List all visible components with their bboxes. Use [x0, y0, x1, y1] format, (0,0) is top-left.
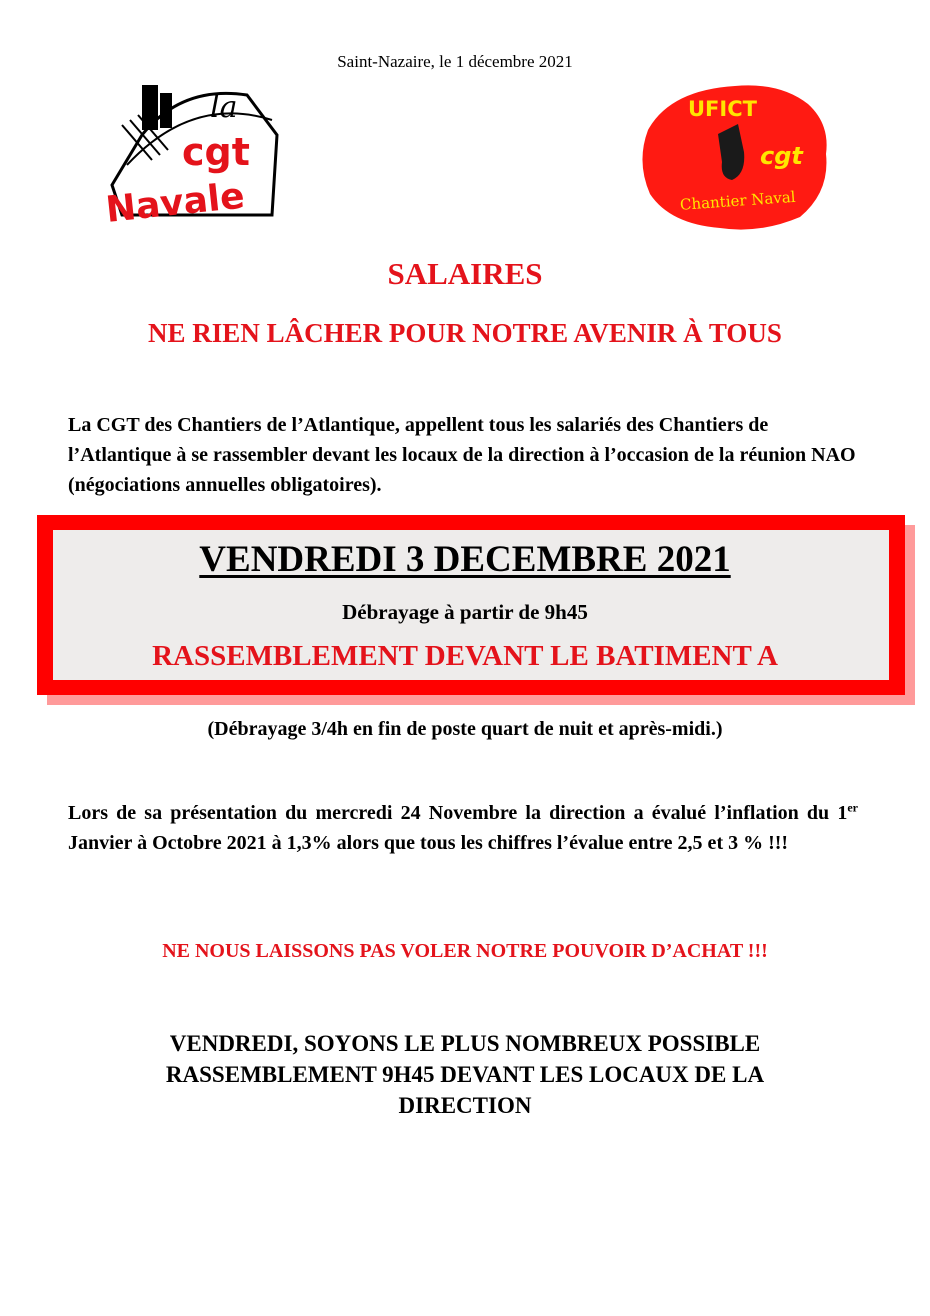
closing-line-3: DIRECTION: [398, 1093, 532, 1118]
closing-call: [60, 1028, 870, 1121]
cgt-navale-logo: [102, 65, 287, 235]
strike-note: (Débrayage 3/4h en fin de poste quart de nuit et après-midi.): [207, 718, 723, 740]
logo-ufict-line1: UFICT: [688, 97, 757, 121]
ufict-cgt-logo: [640, 82, 830, 232]
logo-cgt-line3: Navale: [103, 175, 247, 231]
event-date: VENDREDI 3 DECEMBRE 2021: [199, 539, 731, 580]
logo-ufict-line2: cgt: [760, 142, 803, 170]
event-place: RASSEMBLEMENT DEVANT LE BATIMENT A: [152, 640, 778, 672]
event-time: Débrayage à partir de 9h45: [342, 600, 588, 624]
logo-ufict-line3: Chantier Naval: [679, 187, 797, 214]
intro-paragraph: La CGT des Chantiers de l’Atlantique, appellent tous les salariés des Chantiers de l’Atlantique à se rassembler devant les locaux de la direction à l’occasion de la réunion NAO (négociations annuelles obligatoires).: [68, 414, 856, 496]
closing-line-2: RASSEMBLEMENT 9H45 DEVANT LES LOCAUX DE LA: [165, 1062, 765, 1087]
inflation-text-part1: Lors de sa présentation du mercredi 24 Novembre la direction a évalué l’inflation du 1: [68, 802, 848, 824]
superscript: er: [847, 800, 858, 815]
logo-cgt-line2: cgt: [182, 130, 250, 174]
dateline: Saint-Nazaire, le 1 décembre 2021: [337, 52, 573, 71]
inflation-text-part2: Janvier à Octobre 2021 à 1,3% alors que tous les chiffres l’évalue entre 2,5 et 3 % !!!: [68, 832, 789, 854]
closing-line-1: VENDREDI, SOYONS LE PLUS NOMBREUX POSSIBLE: [169, 1031, 761, 1056]
warning-slogan: NE NOUS LAISSONS PAS VOLER NOTRE POUVOIR D’ACHAT !!!: [162, 940, 768, 962]
logo-cgt-line1: la: [210, 90, 238, 125]
page-subtitle: NE RIEN LÂCHER POUR NOTRE AVENIR À TOUS: [148, 318, 782, 348]
page-title: SALAIRES: [387, 256, 543, 291]
inflation-paragraph: [68, 798, 858, 858]
